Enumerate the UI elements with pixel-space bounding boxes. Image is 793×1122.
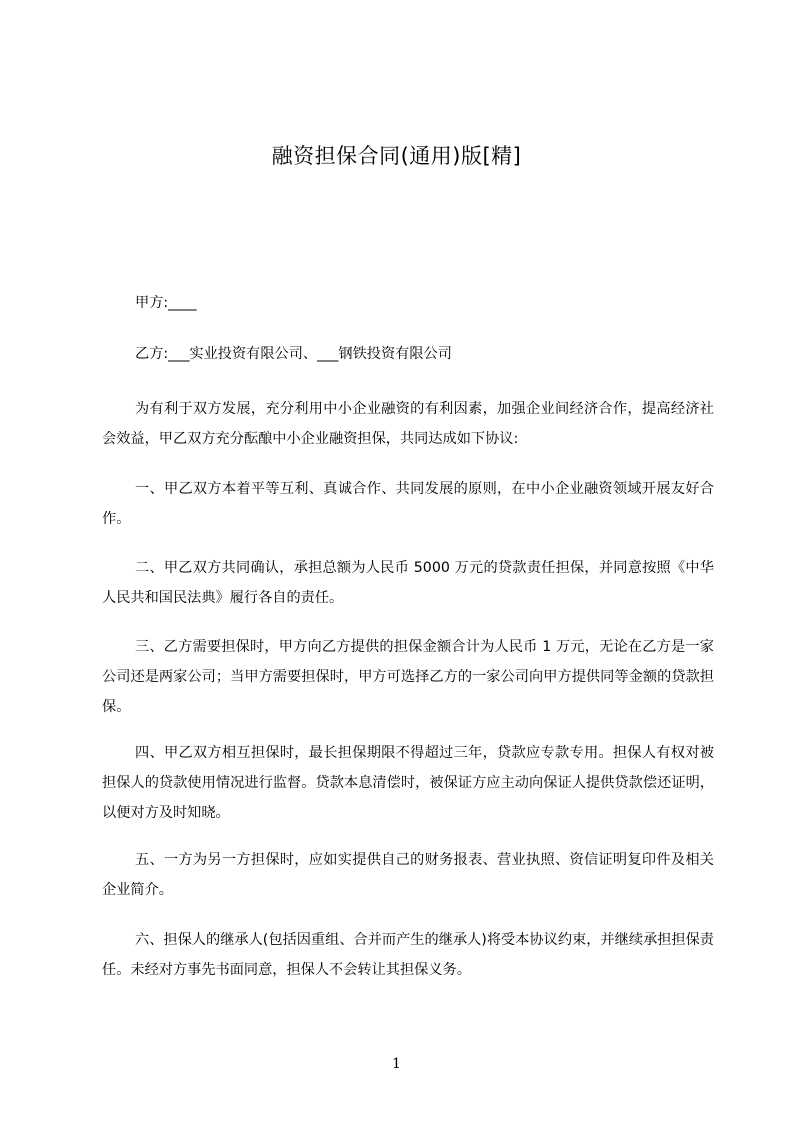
clause-3: 三、乙方需要担保时，甲方向乙方提供的担保金额合计为人民币 1 万元，无论在乙方是一家公司还是两家公司；当甲方需要担保时，甲方可选择乙方的一家公司向甲方提供同等金额的贷款担保。 — [102, 639, 714, 715]
clause-5: 五、一方为另一方担保时，应如实提供自己的财务报表、营业执照、资信证明复印件及相关企业简介。 — [102, 852, 714, 898]
page-number: 1 — [392, 1056, 401, 1072]
party-a-line: 甲方:____ — [135, 295, 197, 311]
clause-1: 一、甲乙双方本着平等互利、真诚合作、共同发展的原则，在中小企业融资领域开展友好合作。 — [102, 481, 714, 527]
party-b-line: 乙方:___实业投资有限公司、___钢铁投资有限公司 — [135, 346, 452, 362]
document-title: 融资担保合同(通用)版[精] — [271, 144, 522, 168]
preamble-paragraph: 为有利于双方发展，充分利用中小企业融资的有利因素，加强企业间经济合作，提高经济社会效益，甲乙双方充分酝酿中小企业融资担保，共同达成如下协议: — [102, 401, 714, 447]
clause-6: 六、担保人的继承人(包括因重组、合并而产生的继承人)将受本协议约束，并继续承担担保责任。未经对方事先书面同意，担保人不会转让其担保义务。 — [102, 932, 714, 978]
clause-2: 二、甲乙双方共同确认，承担总额为人民币 5000 万元的贷款责任担保，并同意按照《中华人民共和国民法典》履行各自的责任。 — [102, 560, 714, 606]
clause-4: 四、甲乙双方相互担保时，最长担保期限不得超过三年，贷款应专款专用。担保人有权对被担保人的贷款使用情况进行监督。贷款本息清偿时，被保证方应主动向保证人提供贷款偿还证明，以便对方及时知晓。 — [102, 745, 714, 821]
